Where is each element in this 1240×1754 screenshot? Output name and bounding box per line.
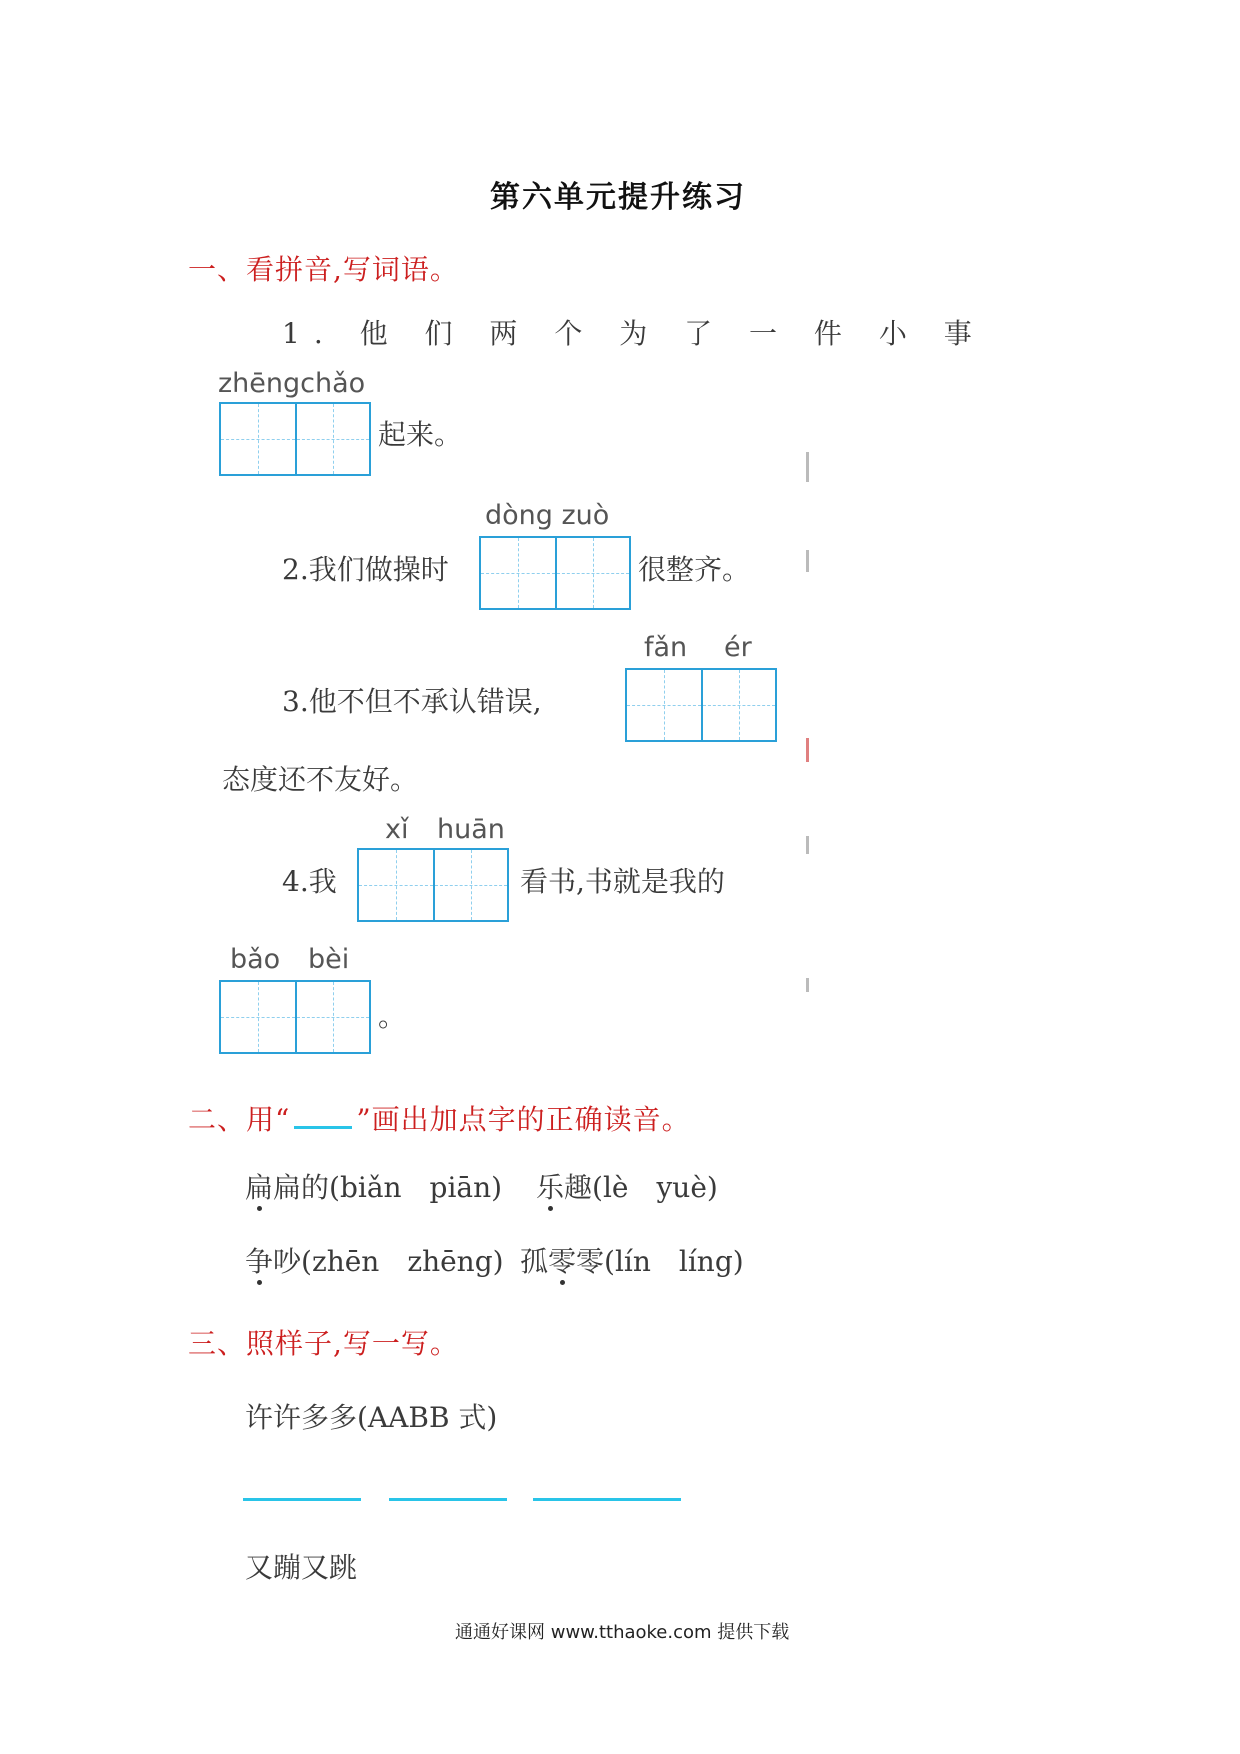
dotted-char: 零 bbox=[548, 1240, 576, 1280]
q3-next-line-text: 态度还不友好。 bbox=[222, 763, 419, 796]
q4-pinyin2-1: bǎo bbox=[230, 944, 281, 975]
example-aabb: 许许多多(AABB 式) bbox=[245, 1401, 498, 1434]
q2-pinyin: dòng zuò bbox=[485, 500, 610, 531]
scan-artifact bbox=[806, 738, 809, 762]
q2-after-text: 很整齐。 bbox=[638, 553, 751, 586]
section-2-heading-after: ”画出加点字的正确读音。 bbox=[356, 1103, 691, 1136]
q1-answer-grid[interactable] bbox=[219, 402, 371, 476]
underline-sample bbox=[294, 1126, 352, 1129]
scan-artifact bbox=[806, 452, 809, 482]
reading-item-4[interactable] bbox=[520, 1240, 744, 1280]
answer-blank-2[interactable] bbox=[389, 1498, 507, 1501]
q4-end-text: 。 bbox=[378, 1000, 407, 1033]
section-2-heading-before: 二、用“ bbox=[188, 1103, 291, 1136]
char-cell[interactable] bbox=[295, 404, 369, 474]
section-3-heading: 三、照样子,写一写。 bbox=[188, 1327, 459, 1360]
q4-pinyin2-2: bèi bbox=[308, 944, 350, 975]
dotted-char: 扁 bbox=[245, 1166, 273, 1206]
q3-pinyin-1: fǎn bbox=[644, 632, 688, 663]
plain-char: 孤 bbox=[520, 1245, 549, 1278]
char-cell[interactable] bbox=[295, 982, 369, 1052]
reading-options: 零(lín líng) bbox=[576, 1245, 744, 1278]
q3-answer-grid[interactable] bbox=[625, 668, 777, 742]
reading-options: 吵(zhēn zhēng) bbox=[273, 1245, 504, 1278]
q3-pinyin-2: ér bbox=[724, 632, 752, 663]
example-abac: 又蹦又跳 bbox=[245, 1551, 358, 1584]
char-cell[interactable] bbox=[433, 850, 507, 920]
footer-text: 通通好课网 www.tthaoke.com 提供下载 bbox=[455, 1622, 790, 1643]
scan-artifact bbox=[806, 978, 809, 992]
q2-before-text: 2.我们做操时 bbox=[282, 553, 449, 586]
q1-pinyin: zhēngchǎo bbox=[218, 368, 366, 399]
q1-lead-text: 1. 他 们 两 个 为 了 一 件 小 事 bbox=[282, 317, 986, 350]
section-1-heading: 一、看拼音,写词语。 bbox=[188, 253, 459, 286]
q4-before-text: 4.我 bbox=[282, 865, 337, 898]
dotted-char: 争 bbox=[245, 1240, 273, 1280]
q4-after-text: 看书,书就是我的 bbox=[520, 865, 725, 898]
answer-blank-3[interactable] bbox=[533, 1498, 681, 1501]
q2-answer-grid[interactable] bbox=[479, 536, 631, 610]
q4-pinyin-2: huān bbox=[437, 814, 505, 845]
scan-artifact bbox=[806, 836, 809, 854]
page-title: 第六单元提升练习 bbox=[490, 180, 746, 215]
section-2-heading bbox=[188, 1098, 691, 1138]
q1-after-text: 起来。 bbox=[378, 418, 463, 451]
char-cell[interactable] bbox=[221, 404, 295, 474]
q3-before-text: 3.他不但不承认错误, bbox=[282, 685, 542, 718]
char-cell[interactable] bbox=[359, 850, 433, 920]
answer-blank-1[interactable] bbox=[243, 1498, 361, 1501]
reading-options: 趣(lè yuè) bbox=[564, 1171, 718, 1204]
reading-item-3[interactable] bbox=[245, 1240, 504, 1280]
char-cell[interactable] bbox=[701, 670, 775, 740]
char-cell[interactable] bbox=[481, 538, 555, 608]
char-cell[interactable] bbox=[555, 538, 629, 608]
char-cell[interactable] bbox=[221, 982, 295, 1052]
dotted-char: 乐 bbox=[536, 1166, 564, 1206]
char-cell[interactable] bbox=[627, 670, 701, 740]
scan-artifact bbox=[806, 550, 809, 572]
reading-item-2[interactable] bbox=[536, 1166, 718, 1206]
reading-item-1[interactable] bbox=[245, 1166, 502, 1206]
reading-options: 扁的(biǎn piān) bbox=[273, 1171, 503, 1204]
q4-pinyin-1: xǐ bbox=[385, 814, 409, 845]
q4-answer-grid-2[interactable] bbox=[219, 980, 371, 1054]
q4-answer-grid-1[interactable] bbox=[357, 848, 509, 922]
